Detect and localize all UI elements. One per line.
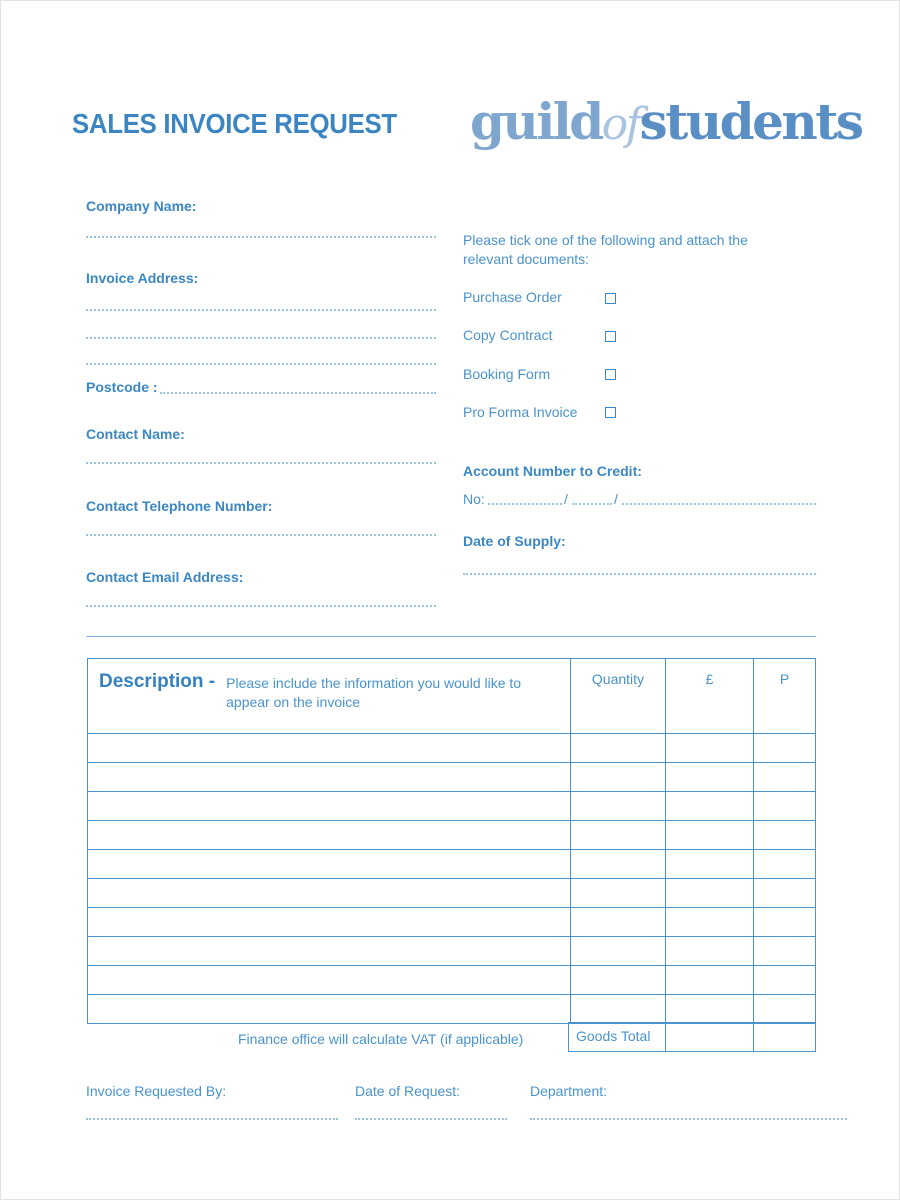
guild-of-students-logo: guildofstudents [470,92,862,151]
invoice-address-label: Invoice Address: [86,270,199,286]
pounds-cell[interactable] [666,792,754,821]
description-title: Description - [99,671,216,692]
table-row [88,850,816,879]
invoice-requested-by-label: Invoice Requested By: [86,1083,227,1099]
copy-contract-checkbox[interactable] [605,331,616,342]
contact-telephone-field[interactable] [86,534,436,536]
date-of-supply-label: Date of Supply: [463,533,566,549]
doc-booking-form-label: Booking Form [463,366,551,382]
pence-cell[interactable] [754,879,816,908]
account-number-field-2[interactable] [572,503,612,505]
table-row [88,821,816,850]
pounds-cell[interactable] [666,821,754,850]
contact-telephone-label: Contact Telephone Number: [86,498,273,514]
description-note-line-1: Please include the information you would like to [226,675,522,691]
quantity-cell[interactable] [571,879,666,908]
table-row [88,937,816,966]
description-cell[interactable] [88,879,571,908]
postcode-label: Postcode : [86,379,158,395]
pounds-cell[interactable] [666,908,754,937]
pounds-cell[interactable] [666,937,754,966]
pence-cell[interactable] [754,908,816,937]
description-cell[interactable] [88,763,571,792]
department-label: Department: [530,1083,608,1099]
pence-cell[interactable] [754,792,816,821]
date-of-supply-field[interactable] [463,573,816,575]
invoice-requested-by-field[interactable] [86,1118,338,1120]
account-number-label: Account Number to Credit: [463,463,642,479]
description-cell[interactable] [88,850,571,879]
pence-column-header: P [754,659,816,734]
table-row [88,908,816,937]
table-header-row [88,659,816,734]
goods-total-pounds-cell[interactable] [666,1023,754,1052]
quantity-column-header: Quantity [571,659,666,734]
description-cell[interactable] [88,734,571,763]
description-cell[interactable] [88,792,571,821]
pounds-cell[interactable] [666,763,754,792]
goods-total-pence-cell[interactable] [754,1023,816,1052]
contact-email-label: Contact Email Address: [86,569,244,585]
doc-copy-contract-label: Copy Contract [463,327,553,343]
pounds-column-header: £ [666,659,754,734]
account-separator-2: / [614,491,618,507]
purchase-order-checkbox[interactable] [605,293,616,304]
table-row [88,734,816,763]
doc-purchase-order-label: Purchase Order [463,289,562,305]
section-divider [86,636,816,637]
account-number-field-1[interactable] [488,503,562,505]
description-cell[interactable] [88,966,571,995]
description-cell[interactable] [88,995,571,1024]
quantity-cell[interactable] [571,792,666,821]
invoice-address-field-2[interactable] [86,337,436,339]
contact-name-field[interactable] [86,462,436,464]
booking-form-checkbox[interactable] [605,369,616,380]
pence-cell[interactable] [754,966,816,995]
quantity-cell[interactable] [571,821,666,850]
pence-cell[interactable] [754,995,816,1024]
account-no-prefix: No: [463,491,485,507]
table-row [88,763,816,792]
goods-total-label: Goods Total [576,1028,651,1044]
invoice-address-field-3[interactable] [86,363,436,365]
contact-name-label: Contact Name: [86,426,185,442]
pounds-cell[interactable] [666,850,754,879]
description-note-line-2: appear on the invoice [226,694,360,710]
quantity-cell[interactable] [571,850,666,879]
postcode-field[interactable] [160,392,436,394]
quantity-cell[interactable] [571,763,666,792]
company-name-field[interactable] [86,236,436,238]
contact-email-field[interactable] [86,605,436,607]
account-number-field-3[interactable] [622,503,816,505]
description-cell[interactable] [88,937,571,966]
form-title: SALES INVOICE REQUEST [72,108,397,139]
quantity-cell[interactable] [571,966,666,995]
pro-forma-invoice-checkbox[interactable] [605,407,616,418]
instructions-line-2: relevant documents: [463,251,590,267]
description-cell[interactable] [88,908,571,937]
instructions-line-1: Please tick one of the following and attach the [463,232,748,248]
quantity-cell[interactable] [571,937,666,966]
pounds-cell[interactable] [666,734,754,763]
table-row [88,995,816,1024]
goods-total-row [568,1022,816,1052]
invoice-address-field-1[interactable] [86,309,436,311]
account-separator-1: / [564,491,568,507]
date-of-request-field[interactable] [355,1118,507,1120]
table-row [88,879,816,908]
pence-cell[interactable] [754,821,816,850]
pence-cell[interactable] [754,734,816,763]
description-header-cell [88,659,571,734]
doc-pro-forma-label: Pro Forma Invoice [463,404,578,420]
table-row [88,792,816,821]
pounds-cell[interactable] [666,995,754,1024]
quantity-cell[interactable] [571,734,666,763]
department-field[interactable] [530,1118,847,1120]
quantity-cell[interactable] [571,908,666,937]
pence-cell[interactable] [754,937,816,966]
quantity-cell[interactable] [571,995,666,1024]
description-table [87,658,816,1024]
description-cell[interactable] [88,821,571,850]
pence-cell[interactable] [754,850,816,879]
goods-total-label-cell [569,1023,666,1052]
pounds-cell[interactable] [666,966,754,995]
vat-note: Finance office will calculate VAT (if applicable) [238,1031,524,1047]
pounds-cell[interactable] [666,879,754,908]
table-row [88,966,816,995]
pence-cell[interactable] [754,763,816,792]
company-name-label: Company Name: [86,198,197,214]
date-of-request-label: Date of Request: [355,1083,461,1099]
